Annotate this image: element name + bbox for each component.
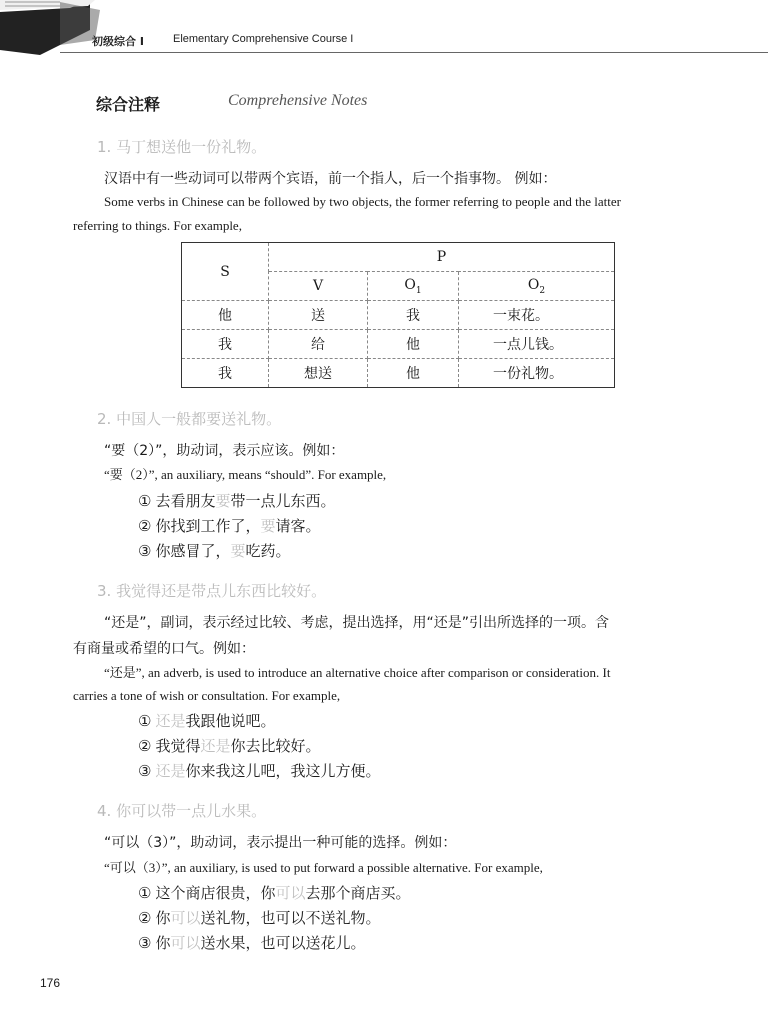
page-number: 176: [40, 976, 61, 990]
table-cell: 我: [182, 330, 269, 359]
note-2-example-2: ② 你找到工作了，要请客。: [138, 517, 321, 535]
table-header-s: S: [182, 243, 269, 301]
note-4-heading: 4. 你可以带一点儿水果。: [97, 802, 267, 820]
table-cell: 给: [269, 330, 368, 359]
note-4-explain-en: “可以（3）”, an auxiliary, is used to put forward a possible alternative. For example,: [104, 860, 543, 875]
note-1-explain-en-2: referring to things. For example,: [73, 218, 242, 233]
table-cell: 想送: [269, 359, 368, 388]
note-3-explain-en-1: “还是”, an adverb, is used to introduce an alternative choice after comparison or consideration. It: [104, 665, 611, 680]
header-course-en: Elementary Comprehensive Course I: [173, 33, 354, 45]
note-3-explain-zh-2: 有商量或希望的口气。例如：: [73, 641, 255, 657]
note-3-heading: 3. 我觉得还是带点儿东西比较好。: [97, 582, 327, 600]
note-2-explain-en: “要（2）”, an auxiliary, means “should”. For example,: [104, 467, 387, 482]
note-2-example-1: ① 去看朋友要带一点儿东西。: [138, 492, 336, 510]
table-header-o1: $O_1$: [368, 272, 459, 301]
table-cell: 他: [368, 359, 459, 388]
note-4-explain-zh: “可以（3）”，助动词，表示提出一种可能的选择。例如：: [104, 835, 457, 851]
header-decoration: [0, 0, 768, 58]
header-course-zh: 初级综合 I: [92, 35, 144, 48]
section-title-zh: 综合注释: [96, 95, 161, 114]
table-cell: 他: [182, 301, 269, 330]
section-title-en: Comprehensive Notes: [228, 92, 368, 109]
note-3-explain-en-2: carries a tone of wish or consultation. For example,: [73, 688, 341, 703]
note-3-explain-zh-1: “还是”，副词，表示经过比较、考虑，提出选择，用“还是”引出所选择的一项。含: [104, 615, 610, 631]
table-row: [182, 301, 615, 330]
note-4-example-1: ① 这个商店很贵，你可以去那个商店买。: [138, 884, 411, 902]
note-3-example-1: ① 还是我跟他说吧。: [138, 712, 276, 730]
note-1-heading: 1. 马丁想送他一份礼物。: [97, 138, 267, 156]
table-cell: 一束花。: [459, 301, 615, 330]
table-row: [182, 330, 615, 359]
note-2-explain-zh: “要（2）”，助动词，表示应该。例如：: [104, 443, 345, 459]
note-1-explain-en-1: Some verbs in Chinese can be followed by two objects, the former referring to people and the latter: [104, 194, 621, 209]
table-header-p: P: [269, 243, 615, 272]
table-cell: 一份礼物。: [459, 359, 615, 388]
header-divider: [60, 52, 768, 53]
note-2-heading: 2. 中国人一般都要送礼物。: [97, 410, 282, 428]
table-cell: 送: [269, 301, 368, 330]
table-row: [182, 359, 615, 388]
table-header-v: V: [269, 272, 368, 301]
note-1-explain-zh: 汉语中有一些动词可以带两个宾语，前一个指人，后一个指事物。 例如：: [104, 171, 557, 187]
table-cell: 他: [368, 330, 459, 359]
table-cell: 我: [368, 301, 459, 330]
table-cell: 我: [182, 359, 269, 388]
table-header-o2: $O_2$: [459, 272, 615, 301]
table-cell: 一点儿钱。: [459, 330, 615, 359]
note-3-example-2: ② 我觉得还是你去比较好。: [138, 737, 321, 755]
note-3-example-3: ③ 还是你来我这儿吧，我这儿方便。: [138, 762, 381, 780]
note-2-example-3: ③ 你感冒了，要吃药。: [138, 542, 291, 560]
note-4-example-3: ③ 你可以送水果，也可以送花儿。: [138, 934, 366, 952]
sentence-structure-table: [181, 242, 615, 388]
note-4-example-2: ② 你可以送礼物，也可以不送礼物。: [138, 909, 381, 927]
